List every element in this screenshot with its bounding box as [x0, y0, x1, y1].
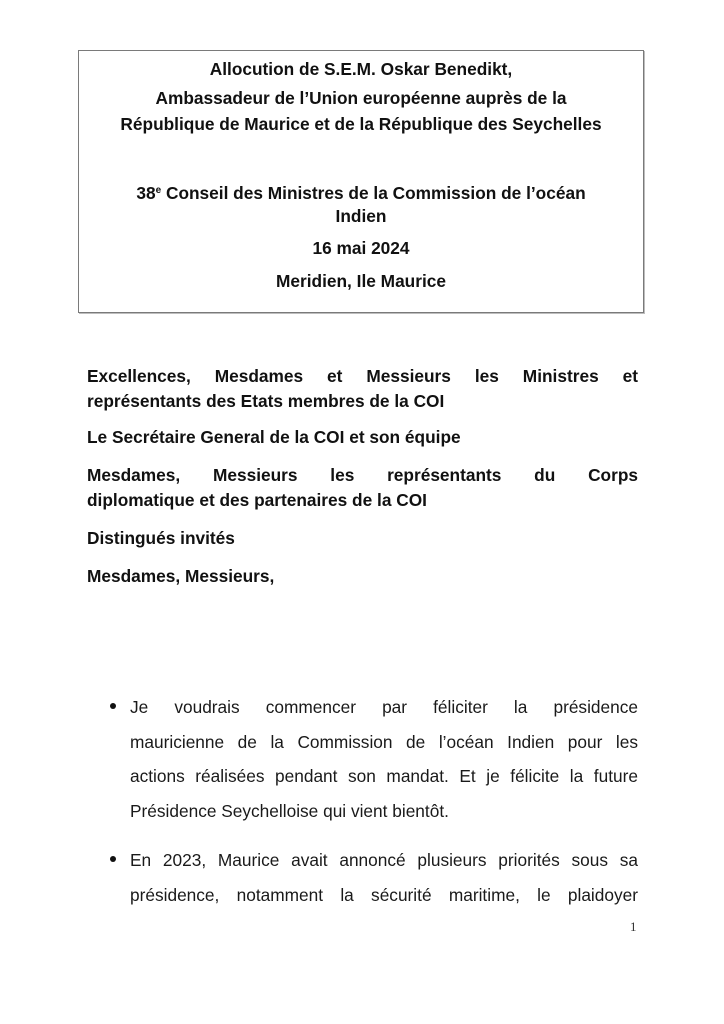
salutation-line: Distingués invités	[87, 528, 235, 548]
salutation-line: Mesdames, Messieurs les représentants du Corps	[87, 465, 638, 485]
speaker-role: Ambassadeur de l’Union européenne auprès de la	[155, 88, 567, 108]
speaker-role-cont: République de Maurice et de la République des Seychelles	[120, 114, 602, 134]
title-box	[78, 50, 644, 313]
salutation-line: représentants des Etats membres de la COI	[87, 391, 445, 411]
salutation-line: Mesdames, Messieurs,	[87, 566, 275, 586]
event-number-suffix: e	[155, 185, 162, 196]
salutation-item	[87, 463, 638, 513]
speech-title: Allocution de S.E.M. Oskar Benedikt,	[209, 59, 513, 79]
event-number: 38	[136, 183, 156, 203]
bullet-line: Je voudrais commencer par féliciter la présidence	[130, 697, 638, 717]
bullet-icon	[110, 856, 116, 862]
bullet-line: mauricienne de la Commission de l’océan Indien pour les	[130, 731, 638, 752]
bullet-text	[130, 690, 638, 828]
bullet-line: Présidence Seychelloise qui vient bientôt.	[130, 800, 449, 821]
salutation-item	[87, 425, 638, 450]
event-title	[79, 183, 643, 203]
bullet-line: actions réalisées pendant son mandat. Et je félicite la future	[130, 766, 638, 786]
salutation-line: diplomatique et des partenaires de la COI	[87, 490, 427, 510]
bullet-line: présidence, notamment la sécurité maritime, le plaidoyer	[130, 884, 638, 905]
page-number: 1	[630, 919, 637, 934]
event-date: 16 mai 2024	[312, 238, 410, 258]
salutation-item	[87, 564, 638, 589]
salutation-line: Le Secrétaire General de la COI et son équipe	[87, 427, 461, 447]
bullet-icon	[110, 703, 116, 709]
bullet-line: En 2023, Maurice avait annoncé plusieurs priorités sous sa	[130, 850, 638, 870]
event-title-rest: Conseil des Ministres de la Commission de l’océan	[161, 183, 586, 203]
salutation-item	[87, 364, 638, 414]
salutation-line: Excellences, Mesdames et Messieurs les Ministres et	[87, 366, 638, 386]
salutation-item	[87, 526, 638, 551]
event-title-cont: Indien	[335, 206, 387, 226]
bullet-text	[130, 843, 638, 912]
event-location: Meridien, Ile Maurice	[276, 271, 446, 291]
